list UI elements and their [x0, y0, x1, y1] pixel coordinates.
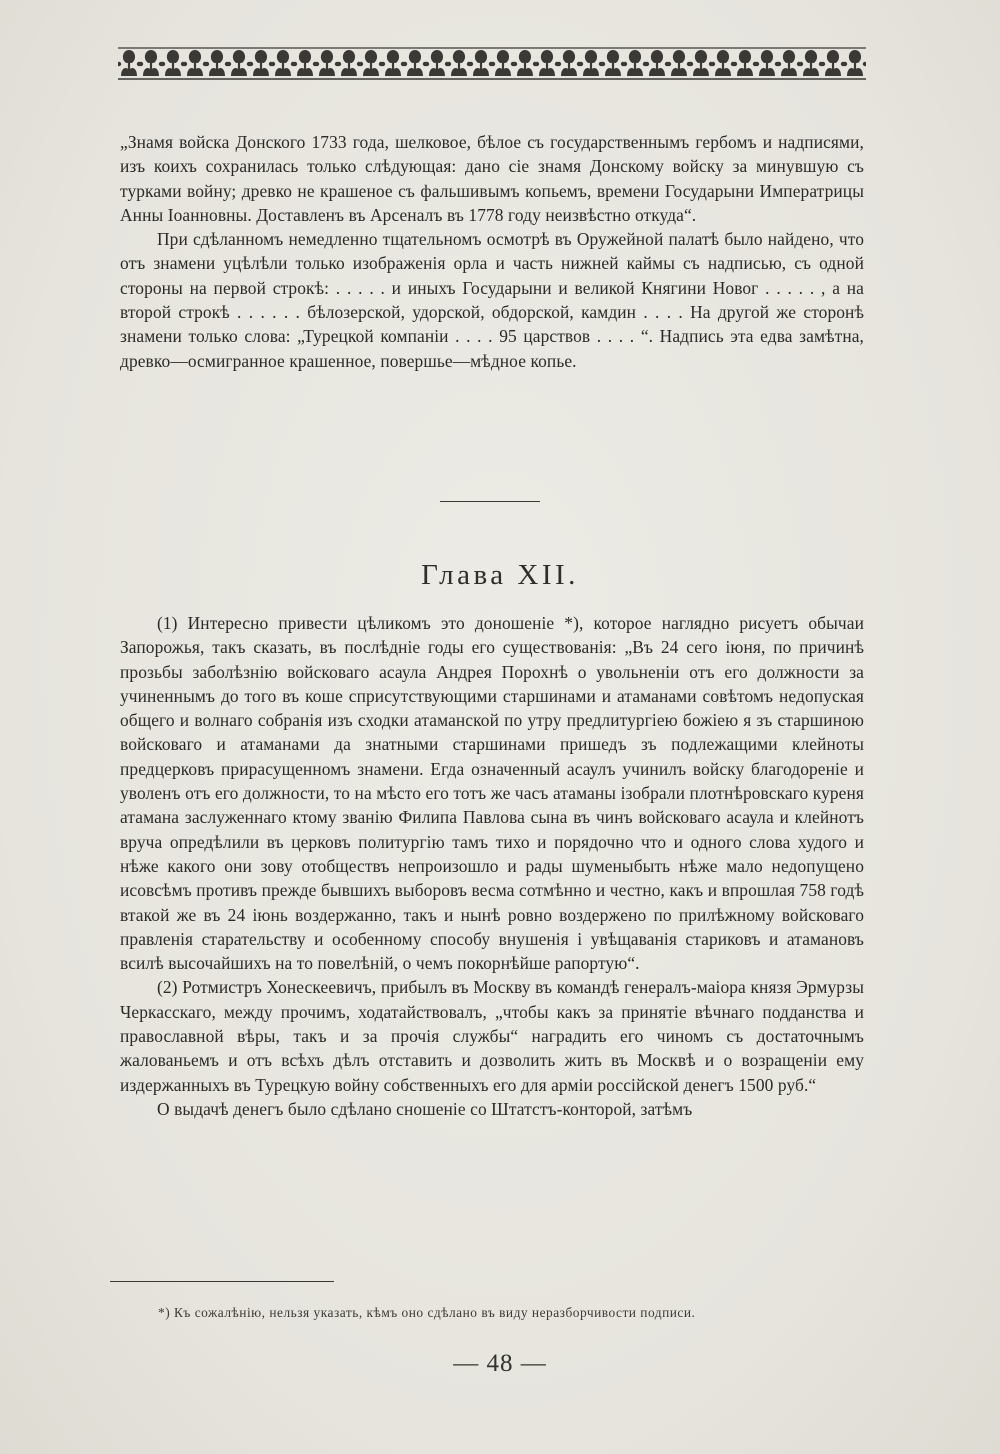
top-text-block: [120, 130, 864, 373]
paragraph: О выдачѣ денегъ было сдѣлано сношеніе со Штатстъ-конторой, затѣмъ: [157, 1098, 693, 1119]
paragraph: (1) Интересно привести цѣликомъ это доношеніе *), которое наглядно рисуетъ обычаи Запорожья, такъ сказать, въ послѣдніе годы его существованія: „Въ 24 сего іюня, по причинѣ прозьбы заболѣзнію войсковаго асаула Андрея Порохнѣ о увольненіи отъ его должности за учиненнымъ до того въ коше сприсутствующими старшинами и атаманами совѣтомъ недопуская общего и волнаго собранія изъ сходки атаманской по утру предлитургіею божіею я зъ старшиною войсковаго и атаманами да знатными старшинами пришедъ зъ подлежащими клейноты предцерковъ прирасущенномъ знамени. Егда означенный асаулъ учинилъ войску благодореніе и уволенъ отъ его должности, то на мѣсто его тотъ же часъ атаманы ізобрали плотнѣровскаго куреня атамана заслуженнаго ктому званію Филипа Павлова сына въ чинъ войсковаго асаула и клейнотъ вруча опредѣлили въ церковъ политургію тамъ тихо и порядочно что и одного слова худого и нѣже какого они зову отобществъ непроизошло и рады шуменыбыть нѣже мало недопущено исовсѣмъ противъ прежде бывшихъ выборовъ весма сотмѣнно и честно, какъ и впрошлая 758 годѣ втакой же въ 24 іюнь воздержанно, такъ и нынѣ ровно воздержено по прилѣжному войсковаго правленія старательству и особенному способу внушенія і увѣщаванія стариковъ и атамановъ всилѣ высочайшихъ на то повелѣній, о чемъ покорнѣйше рапортую“.: [120, 613, 864, 974]
footnote-rule: [110, 1281, 334, 1282]
main-text-block: [120, 611, 864, 1121]
chapter-title: Глава XII.: [421, 559, 579, 591]
paragraph: При сдѣланномъ немедленно тщательномъ осмотрѣ въ Оружейной палатѣ было найдено, что отъ знамени уцѣлѣли только изображенія орла и часть нижней каймы съ надписью, съ одной стороны на первой строкѣ: . . . . . и иныхъ Государыни и великой Княгини Новог . . . . . , а на второй строкѣ . . . . . . бѣлозерской, удорской, обдорской, камдин . . . . На другой же сторонѣ знамени только слова: „Турецкой компаніи . . . . 95 царствов . . . . “. Надпись эта едва замѣтна, древко—осмигранное крашенное, повершье—мѣдное копье.: [120, 229, 864, 371]
footnote: *) Къ сожалѣнію, нельзя указать, кѣмъ оно сдѣлано въ виду неразборчивости подписи.: [158, 1305, 696, 1320]
ornamental-header-band: [118, 46, 866, 82]
paragraph: „Знамя войска Донского 1733 года, шелковое, бѣлое съ государственнымъ гербомъ и надписями, изъ коихъ сохранилась только слѣдующая: дано сіе знамя Донскому войску за минувшую съ турками войну; древко не крашеное съ фальшивымъ копьемъ, времени Государыни Императрицы Анны Іоанновны. Доставленъ въ Арсеналъ въ 1778 году неизвѣстно откуда“.: [120, 132, 864, 225]
paragraph: (2) Ротмистръ Хонескеевичъ, прибылъ въ Москву въ командѣ генералъ-маіора князя Эрмурзы Черкасскаго, между прочимъ, ходатайствовалъ, „чтобы какъ за принятіе вѣчнаго подданства и православной вѣры, такъ и за прочія службы“ наградить его чиномъ съ достаточнымъ жалованьемъ и отъ всѣхъ дѣлъ отставить и дозволить жить въ Москвѣ и о возращеніи ему издержанныхъ въ Турецкую войну собственныхъ его для арміи россійской денегъ 1500 руб.“: [120, 977, 864, 1095]
section-divider: [440, 501, 540, 502]
page-number: — 48 —: [453, 1350, 547, 1377]
